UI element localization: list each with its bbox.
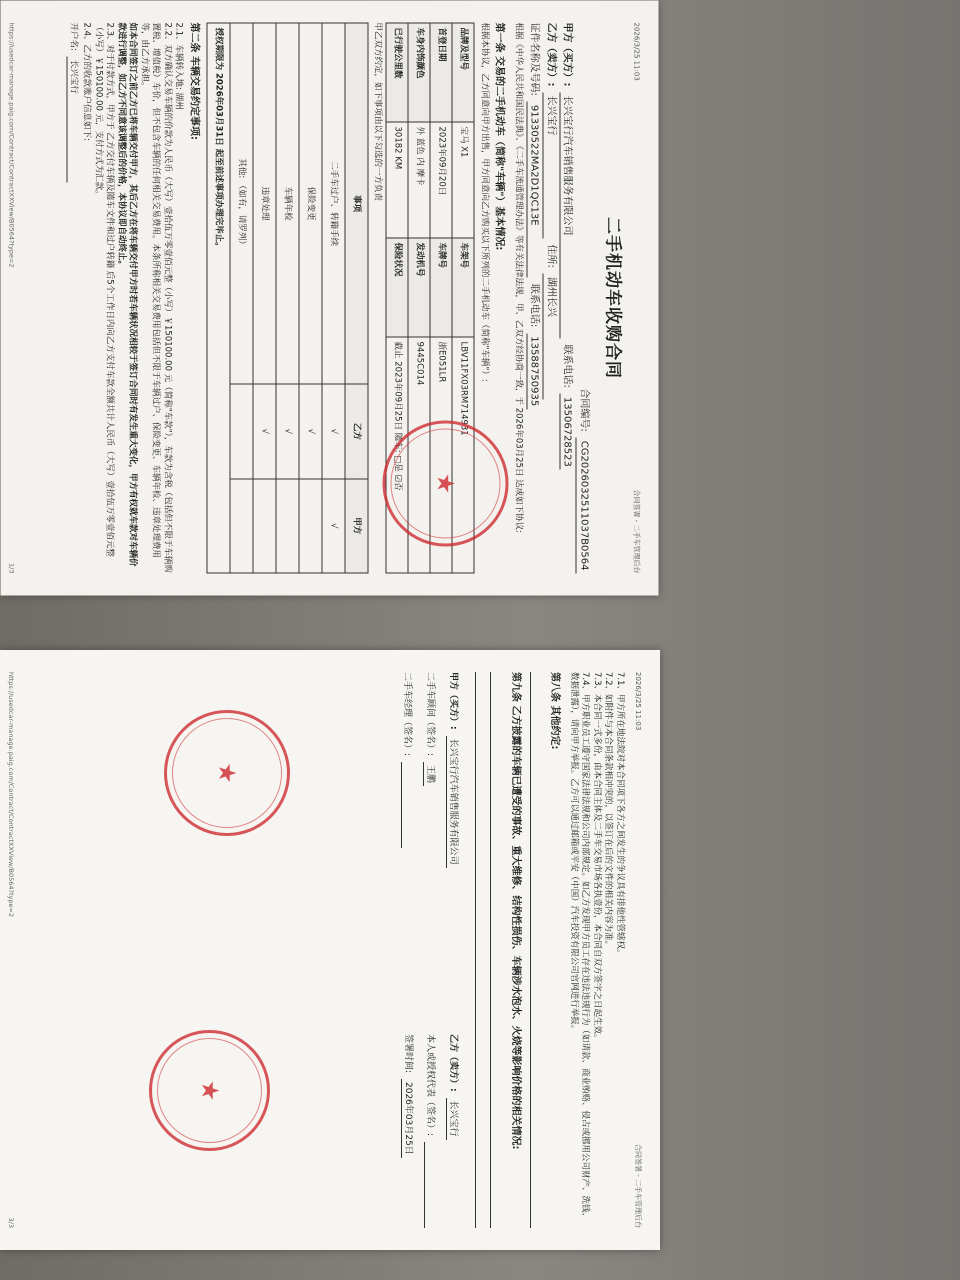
sign-time-label: 签署时间:: [402, 1033, 413, 1073]
matters-header: 甲方: [344, 478, 367, 572]
print-datetime-p3: 2026/3/25 11:03: [634, 672, 642, 731]
vehicle-field-label: 首登日期: [430, 23, 452, 122]
party-b-phone: 13588750935: [526, 333, 541, 409]
clause-7-2: 7.2、如附件与本合同条款相冲突的，以签订在后的文件的相关内容为准。: [603, 672, 614, 950]
party-b-address: 湖州长兴: [542, 273, 557, 399]
matters-row: [275, 23, 298, 573]
matter-check: √: [298, 384, 321, 478]
vehicle-field-value: 外 蓝色 内 摩卡: [408, 122, 430, 238]
vehicle-field-value: 浙E051LR: [430, 337, 452, 573]
party-b-name: 长兴宝行: [542, 92, 557, 238]
vehicle-field-value: 宝马 X1: [452, 122, 474, 238]
sig-b-label: 乙方（卖方）:: [448, 1033, 459, 1092]
page3-url: https://usedcar-manage.paig.com/Contract/ContractXXView/B0564?type=2: [6, 672, 15, 918]
matter-item: 车辆年检: [275, 23, 298, 384]
matters-row: [229, 23, 252, 573]
matters-row: [321, 23, 344, 573]
contract-page-1: [0, 0, 658, 595]
auth-label: 本人或授权代表（签名）:: [425, 1033, 436, 1136]
contract-page-3: [0, 650, 660, 1250]
page1-url: https://usedcar-manage.paig.com/Contract/ContractXXView/B0564?type=2: [6, 22, 15, 268]
stamp-seal-b: ★: [149, 1030, 270, 1151]
clause-2-3: 2.3、对于付款方式，甲方于 乙方交付车辆及随车文件和过户转籍 后5个工作日内向乙方支付车款全额共计人民币（大写）壹拾伍万零壹佰元整（小写）￥150100.00 元，支付方式为汇款。: [92, 22, 115, 557]
vehicle-field-label: 已行驶公里数: [386, 23, 408, 122]
vehicle-field-label: 保险状况: [386, 238, 408, 337]
vehicle-field-label: 发动机号: [408, 238, 430, 337]
article-9-title: 第九条 乙方披露的车辆已遭受的事故、重大维修、结构性损伤、车辆涉水泡水、火烧等影响价格的相关情况:: [509, 672, 521, 1150]
matters-intro: 甲乙双方约定，如下事项由以下勾选的一方负责: [372, 22, 383, 201]
vehicle-field-value: 2023年09月20日: [430, 122, 452, 238]
vehicle-field-label: 品牌及型号: [452, 23, 474, 122]
contract-title: 二手机动车收购合同: [601, 216, 622, 379]
sig-a-label: 甲方（买方）:: [448, 672, 459, 730]
article-8-title: 第八条 其他约定:: [549, 672, 561, 750]
contract-no-label: 合同编号:: [577, 387, 589, 432]
account-label: 开户名:: [68, 22, 78, 51]
preamble: 根据《中华人民共和国民法典》、《二手车流通管理办法》等有关法律法规，甲、乙双方经协商一致，于 2026年03月25日 达成如下协议:: [512, 22, 523, 533]
matter-check: √: [321, 384, 344, 478]
vehicle-field-value: 9445C014: [408, 337, 430, 573]
stamp-seal-a: ★: [164, 710, 290, 836]
party-a-label: 甲方（买方）:: [561, 22, 573, 86]
page3-number: 3/3: [6, 1217, 15, 1228]
matter-check: [252, 478, 275, 572]
clause-2-4: 2.4、乙方的收款账户信息如下:: [81, 22, 92, 141]
address-label: 住所:: [544, 244, 556, 268]
clause-7-4: 7.4、甲方职业员工遵守国家法律法规和公司内部规定。如乙方发现甲方员工存在违法违规行为（如请款、商业贿赂、侵占或挪用公司财产、洗钱、数据泄露），请向甲方举报。乙方可以通过邮箱或平安（中国）汽车投资有限公司官网进行举报。: [568, 672, 591, 1222]
matter-item: 保险变更: [298, 23, 321, 384]
mgr-label: 二手车经理（签名）:: [401, 672, 412, 757]
vehicle-field-value: 截止 2023年09月25日 随车: □是 ☑否: [386, 337, 408, 573]
print-datetime: 2026/3/25 11:03: [632, 22, 640, 81]
authorization-period: 授权期限为 2026年03月31日 起至前述事项办理完毕止。: [206, 23, 229, 573]
matters-row: [298, 23, 321, 573]
page1-number: 1/3: [6, 562, 15, 573]
contact-label-b: 联系电话:: [528, 283, 540, 327]
account-name: 长兴宝行: [66, 56, 78, 182]
matter-check: [275, 478, 298, 572]
stamp-seal: ★: [382, 420, 508, 546]
clause-7-3: 7.3、本合同一式多份，由本合同主体及二手车交易市场各执壹份，本合同自双方签字之日起生效。: [591, 672, 602, 1043]
matters-row: [206, 23, 229, 573]
vehicle-field-label: 车架号: [452, 238, 474, 337]
matter-check: [229, 478, 252, 572]
matters-header: 乙方: [344, 384, 367, 478]
contact-label: 联系电话:: [561, 344, 573, 388]
article-1-title: 第一条 交易的二手机动车（简称"车辆"）基本情况:: [493, 22, 505, 250]
matter-item: 其他: （如有，请罗列）: [229, 23, 252, 384]
clause-2-1: 2.1、车辆转入地: 湖州: [173, 22, 184, 110]
gm-label: 二手车顾问（签名）:: [425, 672, 436, 757]
party-b-id: 91330522MA2D1QC13E: [526, 101, 541, 277]
sig-a-name: 长兴宝行汽车销售服务有限公司: [446, 736, 459, 868]
party-a-name: 长兴宝行汽车销售服务有限公司: [559, 92, 574, 338]
clause-7-1: 7.1、甲方所在地法院对本合同项下各方之间发生的争议具有排他性管辖权。: [614, 672, 625, 958]
contract-no: CG2026032511037B0564: [575, 437, 590, 573]
matters-header: 事项: [344, 23, 367, 384]
vehicle-field-value: LBV11FX03RM714931: [452, 337, 474, 573]
matters-row: [252, 23, 275, 573]
matter-check: [229, 384, 252, 478]
article-1-text: 根据本协议，乙方同意向甲方出售，甲方同意向乙方购买以下所列的二手机动车（简称"车辆"）:: [478, 22, 489, 382]
matter-check: √: [321, 478, 344, 572]
sign-time: 2026年03月25日: [401, 1079, 414, 1158]
system-name-p3: 合同签署 - 二手车管理后台: [634, 1144, 642, 1228]
matter-item: 违章处理: [252, 23, 275, 384]
article-2-title: 第二条 车辆交易约定事项:: [187, 22, 199, 140]
matter-check: √: [252, 384, 275, 478]
vehicle-field-label: 车牌号: [430, 238, 452, 337]
matter-check: √: [275, 384, 298, 478]
matter-item: 二手车过户、转籍手续: [321, 23, 344, 384]
matter-check: [298, 478, 321, 572]
gm-name: 王鹏: [423, 762, 436, 786]
vehicle-field-label: 车身内饰颜色: [408, 23, 430, 122]
vehicle-field-value: 30182 KM: [386, 122, 408, 238]
clause-2-2: 2.2、双方确认交易车辆的价款为人民币（大写）壹拾伍万零壹佰元整（小写）￥150100.00 元（简称"车款"），车款为含税（包括但不限于车辆购置税、增值税）车价，但不包含车辆的任何相关交易费用。本条所称相关交易费用包括但不限于车辆过户、保险变更、车辆年检、违章处理费用等，由乙方承担。: [138, 22, 172, 573]
clause-2-2b: 如本合同签订之前乙方已将车辆交付甲方，其后乙方在将车辆交付甲方时若车辆状况相较于签订合同时有发生重大变化，甲方有权就车款对车辆价款进行调整，如乙方不同意该调整后的价格，本协议即自动终止。: [115, 22, 138, 567]
matters-table: [206, 22, 368, 573]
sig-b-name: 长兴宝行: [446, 1098, 459, 1140]
party-a-phone: 13506728523: [559, 393, 574, 469]
system-name: 合同签署 - 二手车管理后台: [632, 489, 640, 573]
party-b-label: 乙方（卖方）:: [544, 22, 556, 86]
id-label: 证件名称及号码:: [528, 22, 540, 96]
